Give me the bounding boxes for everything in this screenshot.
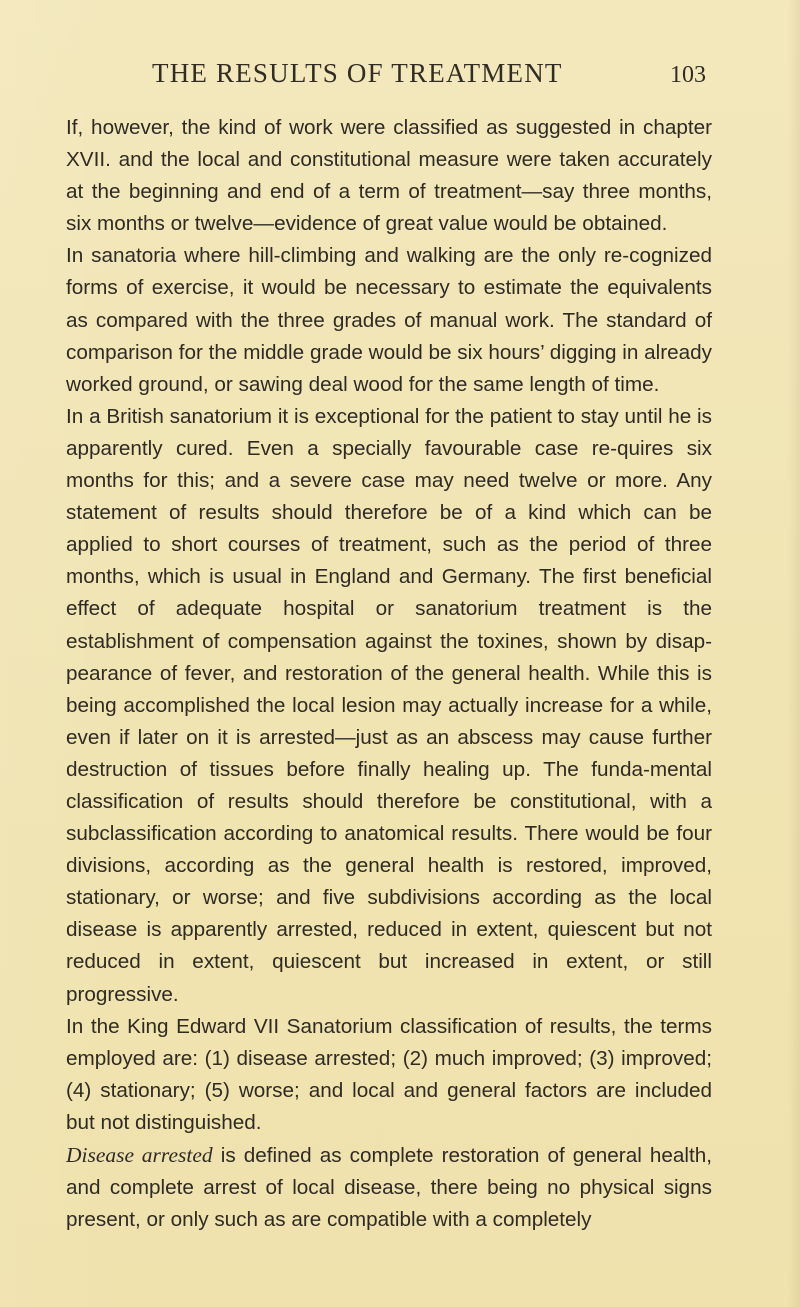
paragraph: In sanatoria where hill-climbing and walking are the only re-cognized forms of exercise, it would be necessary to estimate the equivalents as compared with the three grades of manual work. The standard of comparison for the middle grade would be six hours’ digging in already worked ground, or sawing deal wood for the same length of time. [66, 244, 712, 396]
paragraph: If, however, the kind of work were classified as suggested in chapter XVII. and the local and constitutional measure were taken accurately at the beginning and end of a term of treatment—say three months, six months or twelve—evidence of great value would be obtained. [66, 116, 712, 236]
page-edge-shadow [788, 0, 800, 1307]
defined-term: Disease arrested [66, 1143, 213, 1167]
body-text [66, 112, 712, 1236]
paragraph-final [66, 1139, 712, 1236]
page-number: 103 [670, 62, 706, 88]
running-head: THE RESULTS OF TREATMENT [152, 58, 563, 88]
paragraph-text: is defined as complete restoration of general health, and complete arrest of local disease, there being no physical signs present, or only such as are compatible with a completely [66, 1144, 712, 1232]
paragraph: In a British sanatorium it is exceptional for the patient to stay until he is apparently cured. Even a specially favourable case re-quires six months for this; and a severe case may need twelve or more. Any statement of results should therefore be of a kind which can be applied to short courses of treatment, such as the period of three months, which is usual in England and Germany. The first beneficial effect of adequate hospital or sanatorium treatment is the establishment of compensation against the toxines, shown by disap-pearance of fever, and restoration of the general health. While this is being accomplished the local lesion may actually increase for a while, even if later on it is arrested—just as an abscess may cause further destruction of tissues before finally healing up. The funda-mental classification of results should therefore be constitutional, with a subclassification according to anatomical results. There would be four divisions, according as the general health is restored, improved, stationary, or worse; and five subdivisions according as the local disease is apparently arrested, reduced in extent, quiescent but not reduced in extent, quiescent but increased in extent, or still progressive. [66, 404, 712, 1006]
paragraph: In the King Edward VII Sanatorium classification of results, the terms employed are: (1) disease arrested; (2) much improved; (3) improved; (4) stationary; (5) worse; and local and general factors are included but not distinguished. [66, 1014, 712, 1134]
